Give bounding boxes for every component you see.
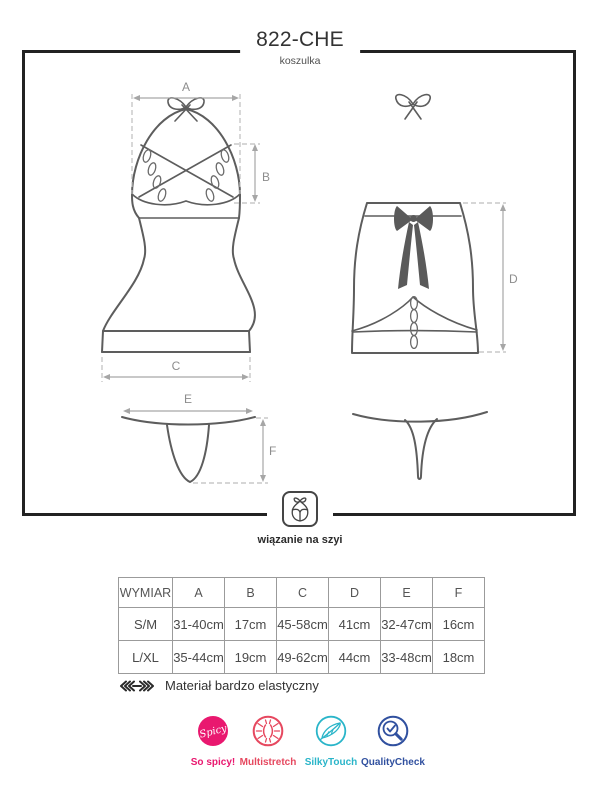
table-row	[119, 608, 485, 641]
feature-label: QualityCheck	[361, 757, 425, 768]
value-cell: 16cm	[433, 608, 485, 641]
svg-text:D: D	[509, 272, 518, 286]
col-header: D	[329, 578, 381, 608]
feature-qualitycheck	[345, 715, 441, 768]
material-note	[118, 678, 319, 693]
neck-tie-icon	[282, 491, 318, 527]
stretch-arrows-icon	[118, 679, 156, 693]
svg-text:Spicy: Spicy	[198, 723, 229, 741]
product-type-subtitle: koszulka	[279, 55, 321, 67]
value-cell: 17cm	[225, 608, 277, 641]
col-header: B	[225, 578, 277, 608]
value-cell: 32-47cm	[381, 608, 433, 641]
neck-tie-badge	[267, 489, 333, 529]
value-cell: 33-48cm	[381, 641, 433, 674]
diagram-frame	[22, 50, 576, 516]
neck-tie-label: wiązanie na szyi	[257, 534, 343, 546]
size-table	[118, 577, 485, 674]
material-note-text: Materiał bardzo elastyczny	[165, 678, 319, 693]
value-cell: 35-44cm	[173, 641, 225, 674]
feather-icon	[315, 715, 347, 747]
title-block	[240, 26, 360, 56]
value-cell: 31-40cm	[173, 608, 225, 641]
feature-label: So spicy!	[190, 757, 236, 768]
value-cell: 49-62cm	[277, 641, 329, 674]
value-cell: 44cm	[329, 641, 381, 674]
size-table-header-row	[119, 578, 485, 608]
svg-text:E: E	[183, 392, 193, 406]
magnifier-check-icon	[377, 715, 409, 747]
col-header: C	[277, 578, 329, 608]
svg-text:A: A	[181, 80, 191, 94]
svg-text:C: C	[171, 359, 181, 373]
feature-label: Multistretch	[239, 757, 297, 768]
value-cell: 18cm	[433, 641, 485, 674]
col-header: E	[381, 578, 433, 608]
table-row	[119, 641, 485, 674]
col-header: F	[433, 578, 485, 608]
svg-text:F: F	[269, 444, 277, 458]
value-cell: 41cm	[329, 608, 381, 641]
size-cell: S/M	[119, 608, 173, 641]
value-cell: 45-58cm	[277, 608, 329, 641]
size-cell: L/XL	[119, 641, 173, 674]
multistretch-icon	[252, 715, 284, 747]
col-header: WYMIAR	[119, 578, 173, 608]
svg-text:B: B	[262, 170, 271, 184]
feature-label: SilkyTouch	[304, 757, 358, 768]
col-header: A	[173, 578, 225, 608]
value-cell: 19cm	[225, 641, 277, 674]
page-title: 822-CHE	[256, 28, 344, 51]
